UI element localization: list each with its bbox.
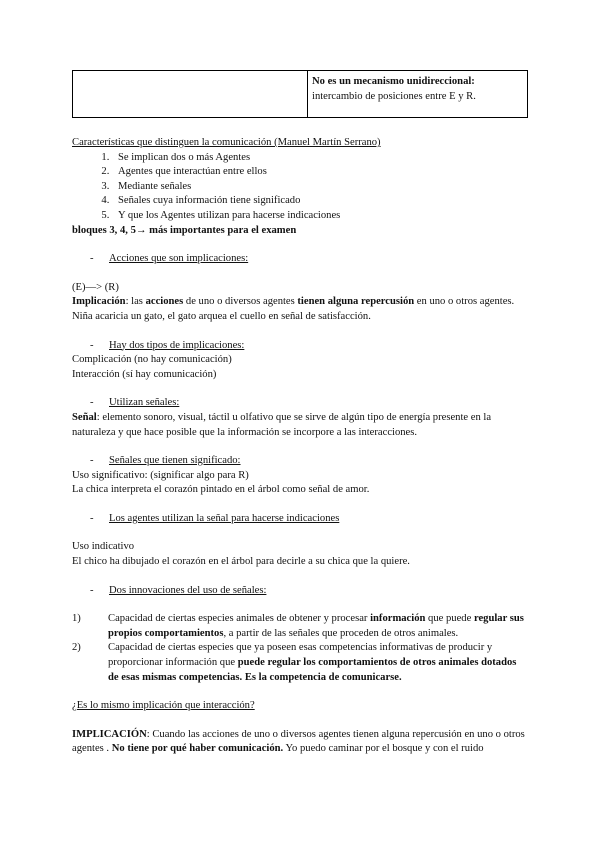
indicative-use: Uso indicativo [72,541,135,553]
section-heading-indications [72,512,528,527]
section-heading-text: Acciones que son implicaciones: [109,253,249,265]
list-item: 2. Agentes que interactúan entre ellos [112,165,528,180]
sender-receiver: (E)—> (R) [72,281,119,293]
section-heading-text: Dos innovaciones del uso de señales: [109,584,267,596]
section-heading-innovations [72,584,528,599]
implication-answer: IMPLICACIÓN: Cuando las acciones de uno o diversos agentes tienen alguna repercusión en uno o otros agentes . No tiene por qué haber comunicación. Yo puedo caminar por el bosque y con el ruido [72,728,525,755]
section-heading-text: Señales que tienen significado: [109,455,241,467]
section-heading-text: Utilizan señales: [109,397,180,409]
dash-bullet: - [90,339,94,351]
signal-definition: Señal: elemento sonoro, visual, táctil u olfativo que se sirve de algún tipo de energía presente en la naturaleza y que hace posible que la información se incorpore a las interacciones. [72,411,492,438]
section-heading-types [72,339,528,354]
meaning-example: La chica interpreta el corazón pintado en el árbol como señal de amor. [72,484,370,496]
dash-bullet: - [90,584,94,596]
dash-bullet: - [90,397,94,409]
list-item: 3. Mediante señales [112,180,528,195]
dash-bullet: - [90,253,94,265]
table-cell-empty [73,71,308,118]
section-heading-implications [72,252,528,267]
type-interaction: Interacción (sí hay comunicación) [72,368,217,380]
table-cell-unidirectional [308,71,528,118]
list-item: 1. Se implican dos o más Agentes [112,151,528,166]
list-item: 1) Capacidad de ciertas especies animales de obtener y procesar información que puede regular sus propios comportamientos, a partir de las señales que proceden de otros animales. [72,613,524,639]
innovations-list [72,612,528,685]
exam-note: bloques 3, 4, 5→ más importantes para el examen [72,224,297,236]
features-list [72,151,528,224]
question-heading: ¿Es lo mismo implicación que interacción? [72,700,255,712]
section-heading-text: Los agentes utilizan la señal para hacerse indicaciones [109,512,340,524]
list-item: 4. Señales cuya información tiene significado [112,194,528,209]
table-cell-title: No es un mecanismo unidireccional: [312,76,475,87]
dash-bullet: - [90,512,94,524]
type-complication: Complicación (no hay comunicación) [72,354,232,366]
summary-table [72,70,528,118]
list-item: 2) Capacidad de ciertas especies que ya poseen esas competencias informativas de producir y proporcionar información que puede regular los comportamientos de otros animales dotados de esas mismas competencias. Es la competencia de comunicarse. [72,642,517,683]
section-heading-meaning [72,454,528,469]
section-heading-signals [72,396,528,411]
table-cell-text: intercambio de posiciones entre E y R. [312,90,476,102]
implication-definition: Implicación: las acciones de uno o diversos agentes tienen alguna repercusión en uno o otros agentes. [72,296,515,308]
indicative-example: El chico ha dibujado el corazón en el árbol para decirle a su chica que la quiere. [72,556,410,568]
meaning-use: Uso significativo: (significar algo para R) [72,469,249,481]
section-heading-text: Hay dos tipos de implicaciones: [109,339,245,351]
dash-bullet: - [90,455,94,467]
list-item: 5. Y que los Agentes utilizan para hacerse indicaciones [112,209,528,224]
implication-example: Niña acaricia un gato, el gato arquea el cuello en señal de satisfacción. [72,310,371,322]
document-page [72,70,528,757]
features-heading: Características que distinguen la comunicación (Manuel Martín Serrano) [72,137,381,148]
